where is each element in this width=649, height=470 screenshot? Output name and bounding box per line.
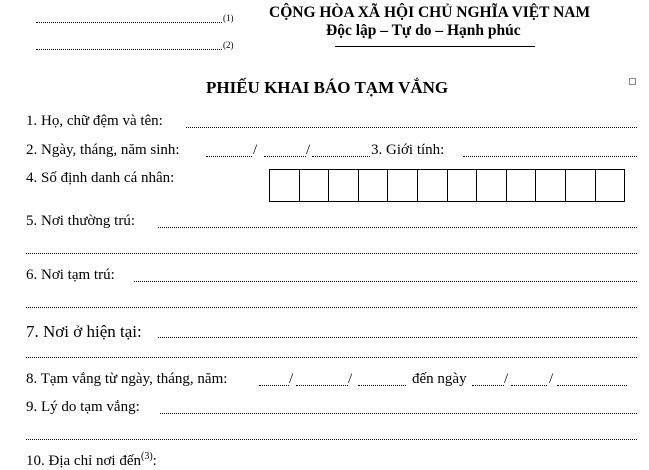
agency-note-2: (2) [223, 40, 234, 50]
field-current-residence-line-1[interactable] [158, 337, 637, 338]
field-absence-to-month[interactable] [511, 385, 547, 386]
field-dob-day[interactable] [206, 156, 252, 157]
id-digit-box[interactable] [506, 169, 537, 202]
field-destination-text: 10. Địa chỉ nơi đến [26, 453, 141, 469]
id-digit-box[interactable] [358, 169, 389, 202]
field-current-residence-label: 7. Nơi ở hiện tại: [26, 322, 142, 341]
field-dob-sep-1: / [253, 142, 258, 158]
field-absence-sep-4: / [549, 371, 554, 387]
field-dob-label: 2. Ngày, tháng, năm sinh: [26, 142, 180, 158]
field-dob-sep-2: / [306, 142, 311, 158]
field-dob-year[interactable] [312, 156, 370, 157]
field-dob-month[interactable] [264, 156, 306, 157]
id-digit-box[interactable] [328, 169, 359, 202]
field-absence-from-year[interactable] [358, 385, 406, 386]
agency-note-1: (1) [223, 13, 234, 23]
field-absence-to-year[interactable] [557, 385, 627, 386]
form-title: PHIẾU KHAI BÁO TẠM VẮNG [206, 78, 449, 97]
field-destination-colon: : [152, 453, 157, 469]
field-gender-label: 3. Giới tính: [371, 142, 445, 158]
field-reason-line-2[interactable] [26, 439, 637, 440]
motto-underline [335, 46, 535, 47]
field-permanent-residence-line-2[interactable] [26, 253, 637, 254]
field-absence-from-month[interactable] [296, 385, 348, 386]
field-current-residence-line-2[interactable] [26, 357, 637, 358]
id-digit-box[interactable] [595, 169, 625, 202]
field-reason-label: 9. Lý do tạm vắng: [26, 399, 140, 415]
id-digit-box[interactable] [565, 169, 596, 202]
id-digit-box[interactable] [387, 169, 418, 202]
id-digit-box[interactable] [299, 169, 330, 202]
field-absence-sep-2: / [348, 371, 353, 387]
id-digit-box[interactable] [269, 169, 300, 202]
field-id-label: 4. Số định danh cá nhân: [26, 170, 175, 186]
id-digit-box[interactable] [417, 169, 448, 202]
id-digit-box[interactable] [476, 169, 507, 202]
field-destination-note: (3) [141, 451, 153, 462]
field-absence-from-label: 8. Tạm vắng từ ngày, tháng, năm: [26, 371, 228, 387]
agency-line-2 [36, 49, 222, 50]
field-reason-line-1[interactable] [160, 413, 637, 414]
field-gender-line[interactable] [463, 156, 637, 157]
id-digit-box[interactable] [535, 169, 566, 202]
layout-marker [629, 78, 636, 85]
id-digit-box[interactable] [447, 169, 478, 202]
field-absence-sep-3: / [504, 371, 509, 387]
field-permanent-residence-line-1[interactable] [158, 227, 637, 228]
field-absence-to-day[interactable] [472, 385, 504, 386]
field-absence-sep-1: / [289, 371, 294, 387]
field-full-name-label: 1. Họ, chữ đệm và tên: [26, 113, 163, 129]
field-permanent-residence-label: 5. Nơi thường trú: [26, 213, 135, 229]
field-full-name-line[interactable] [186, 127, 637, 128]
field-temporary-residence-line-1[interactable] [134, 281, 637, 282]
national-title: CỘNG HÒA XÃ HỘI CHỦ NGHĨA VIỆT NAM [269, 4, 591, 21]
field-destination-label [26, 451, 157, 470]
field-absence-to-label: đến ngày [412, 371, 467, 387]
field-temporary-residence-label: 6. Nơi tạm trú: [26, 267, 115, 283]
field-temporary-residence-line-2[interactable] [26, 307, 637, 308]
agency-line-1 [36, 22, 222, 23]
field-absence-from-day[interactable] [259, 385, 289, 386]
motto: Độc lập – Tự do – Hạnh phúc [326, 22, 521, 39]
